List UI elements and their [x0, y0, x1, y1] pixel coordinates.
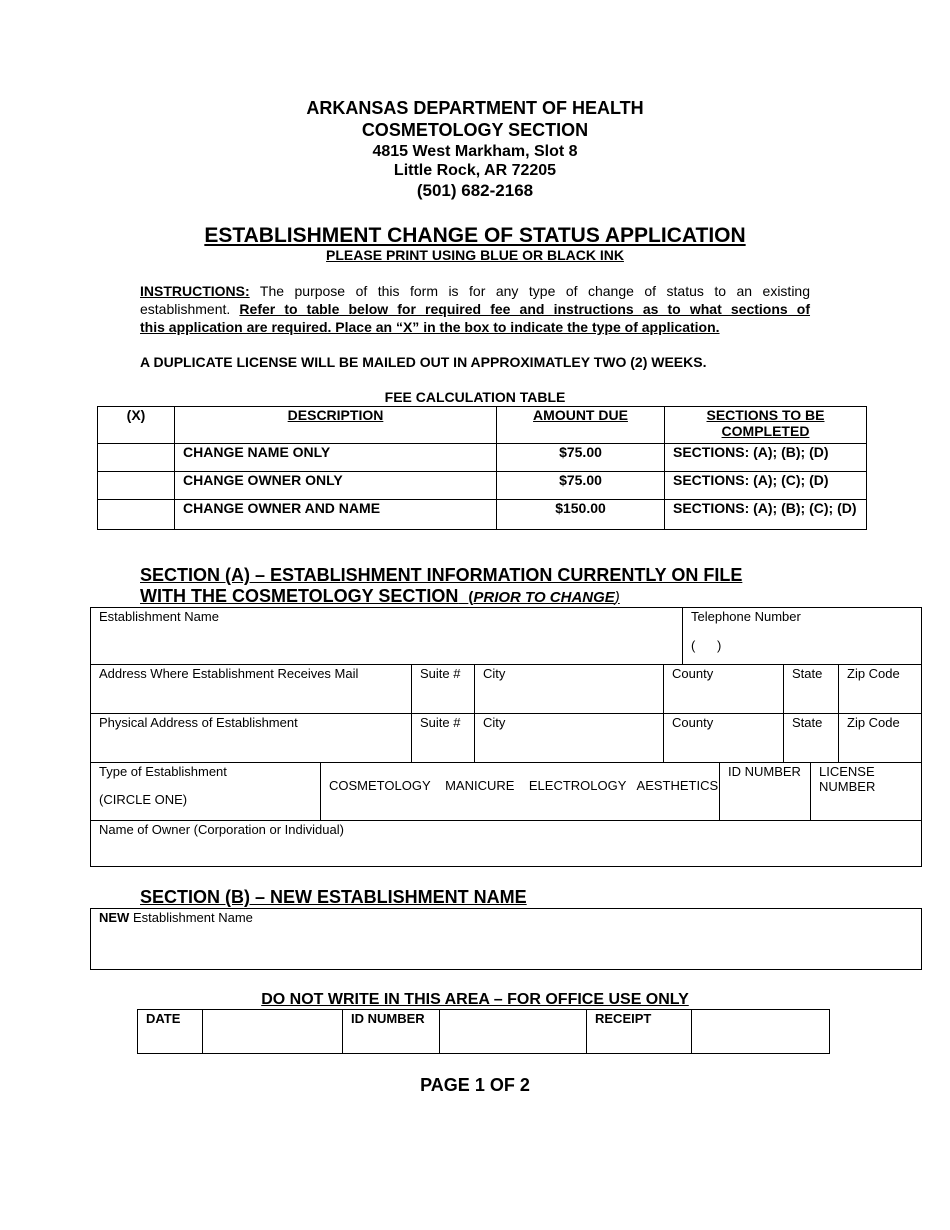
- owner-name-field[interactable]: Name of Owner (Corporation or Individual): [90, 820, 922, 867]
- new-label: Establishment Name: [132, 910, 253, 925]
- establishment-type-options: [320, 762, 720, 821]
- physical-address-field[interactable]: Physical Address of Establishment: [90, 713, 412, 763]
- col-header-amount: AMOUNT DUE: [497, 407, 665, 444]
- table-row: [98, 472, 867, 500]
- table-row: [98, 500, 867, 530]
- fee-amount: $150.00: [497, 500, 665, 530]
- office-use-title: DO NOT WRITE IN THIS AREA – FOR OFFICE USE ONLY: [261, 991, 689, 1008]
- section-name: COSMETOLOGY SECTION: [361, 120, 589, 140]
- instructions-label: INSTRUCTIONS:: [140, 283, 250, 299]
- section-a-form: [90, 607, 922, 867]
- table-row: [98, 444, 867, 472]
- office-receipt-label: RECEIPT: [586, 1009, 692, 1054]
- type-manicure[interactable]: MANICURE: [445, 778, 515, 793]
- section-b-title: SECTION (B) – NEW ESTABLISHMENT NAME: [140, 887, 527, 907]
- fee-sections: SECTIONS: (A); (B); (C); (D): [665, 500, 867, 530]
- instructions: [140, 282, 810, 336]
- checkbox-change-owner[interactable]: [98, 472, 175, 500]
- type-electrology[interactable]: ELECTROLOGY: [528, 778, 627, 793]
- office-date-label: DATE: [137, 1009, 203, 1054]
- col-header-x: (X): [98, 407, 175, 444]
- agency-name: ARKANSAS DEPARTMENT OF HEALTH: [306, 98, 644, 118]
- office-date-value: [202, 1009, 343, 1054]
- col-header-description: DESCRIPTION: [175, 407, 497, 444]
- fee-table: [97, 406, 867, 530]
- type-aesthetics[interactable]: AESTHETICS: [636, 778, 719, 793]
- phone-number: (501) 682-2168: [416, 181, 534, 200]
- telephone-format: ( ): [691, 638, 722, 653]
- instructions-bold-1: Refer to table below for required fee and instructions as to what sections of: [239, 301, 811, 317]
- fee-amount: $75.00: [497, 472, 665, 500]
- license-number-field[interactable]: LICENSE NUMBER: [810, 762, 922, 821]
- id-number-field[interactable]: ID NUMBER: [719, 762, 811, 821]
- type-cosmetology[interactable]: COSMETOLOGY: [329, 778, 431, 793]
- fee-sections: SECTIONS: (A); (C); (D): [665, 472, 867, 500]
- fee-description: CHANGE NAME ONLY: [175, 444, 497, 472]
- office-id-value: [439, 1009, 587, 1054]
- section-a-title: SECTION (A) – ESTABLISHMENT INFORMATION CURRENTLY ON FILE: [140, 565, 743, 585]
- prior-to-change: PRIOR TO CHANGE: [473, 589, 615, 606]
- col-header-sections: SECTIONS TO BE COMPLETED: [665, 407, 867, 444]
- physical-state-field[interactable]: State: [783, 713, 839, 763]
- instructions-text-1: The purpose of this form is for any type of change of status to an existing: [259, 283, 811, 299]
- new-label-bold: NEW: [99, 910, 130, 925]
- establishment-type-label: Type of Establishment (CIRCLE ONE): [90, 762, 321, 821]
- instructions-bold-2: this application are required. Place an “X” in the box to indicate the type of application.: [140, 319, 720, 335]
- page-number: PAGE 1 OF 2: [420, 1075, 530, 1095]
- fee-table-header: [98, 407, 867, 444]
- new-establishment-name-field[interactable]: [90, 908, 922, 970]
- fee-table-title: FEE CALCULATION TABLE: [384, 389, 566, 405]
- checkbox-change-name[interactable]: [98, 444, 175, 472]
- circle-one-label: (CIRCLE ONE): [99, 792, 188, 807]
- form-title: ESTABLISHMENT CHANGE OF STATUS APPLICATION: [204, 224, 746, 247]
- mail-city-field[interactable]: City: [474, 664, 664, 714]
- section-a-title-2: WITH THE COSMETOLOGY SECTION (PRIOR TO CHANGE): [140, 586, 620, 606]
- mail-state-field[interactable]: State: [783, 664, 839, 714]
- physical-suite-field[interactable]: Suite #: [411, 713, 475, 763]
- office-receipt-value: [691, 1009, 830, 1054]
- physical-county-field[interactable]: County: [663, 713, 784, 763]
- mail-county-field[interactable]: County: [663, 664, 784, 714]
- mail-suite-field[interactable]: Suite #: [411, 664, 475, 714]
- duplicate-notice: A DUPLICATE LICENSE WILL BE MAILED OUT IN APPROXIMATLEY TWO (2) WEEKS.: [140, 354, 707, 370]
- mail-zip-field[interactable]: Zip Code: [838, 664, 922, 714]
- telephone-field[interactable]: Telephone Number ( ): [682, 607, 922, 665]
- physical-city-field[interactable]: City: [474, 713, 664, 763]
- mail-address-field[interactable]: Address Where Establishment Receives Mail: [90, 664, 412, 714]
- instructions-text-2: establishment.: [140, 301, 231, 317]
- fee-description: CHANGE OWNER ONLY: [175, 472, 497, 500]
- fee-amount: $75.00: [497, 444, 665, 472]
- establishment-name-field[interactable]: Establishment Name: [90, 607, 683, 665]
- office-use-table: [137, 1009, 830, 1054]
- office-id-label: ID NUMBER: [342, 1009, 440, 1054]
- checkbox-change-owner-and-name[interactable]: [98, 500, 175, 530]
- address-line-2: Little Rock, AR 72205: [393, 162, 557, 179]
- fee-description: CHANGE OWNER AND NAME: [175, 500, 497, 530]
- fee-sections: SECTIONS: (A); (B); (D): [665, 444, 867, 472]
- address-line-1: 4815 West Markham, Slot 8: [372, 143, 578, 160]
- form-subtitle: PLEASE PRINT USING BLUE OR BLACK INK: [326, 247, 624, 263]
- physical-zip-field[interactable]: Zip Code: [838, 713, 922, 763]
